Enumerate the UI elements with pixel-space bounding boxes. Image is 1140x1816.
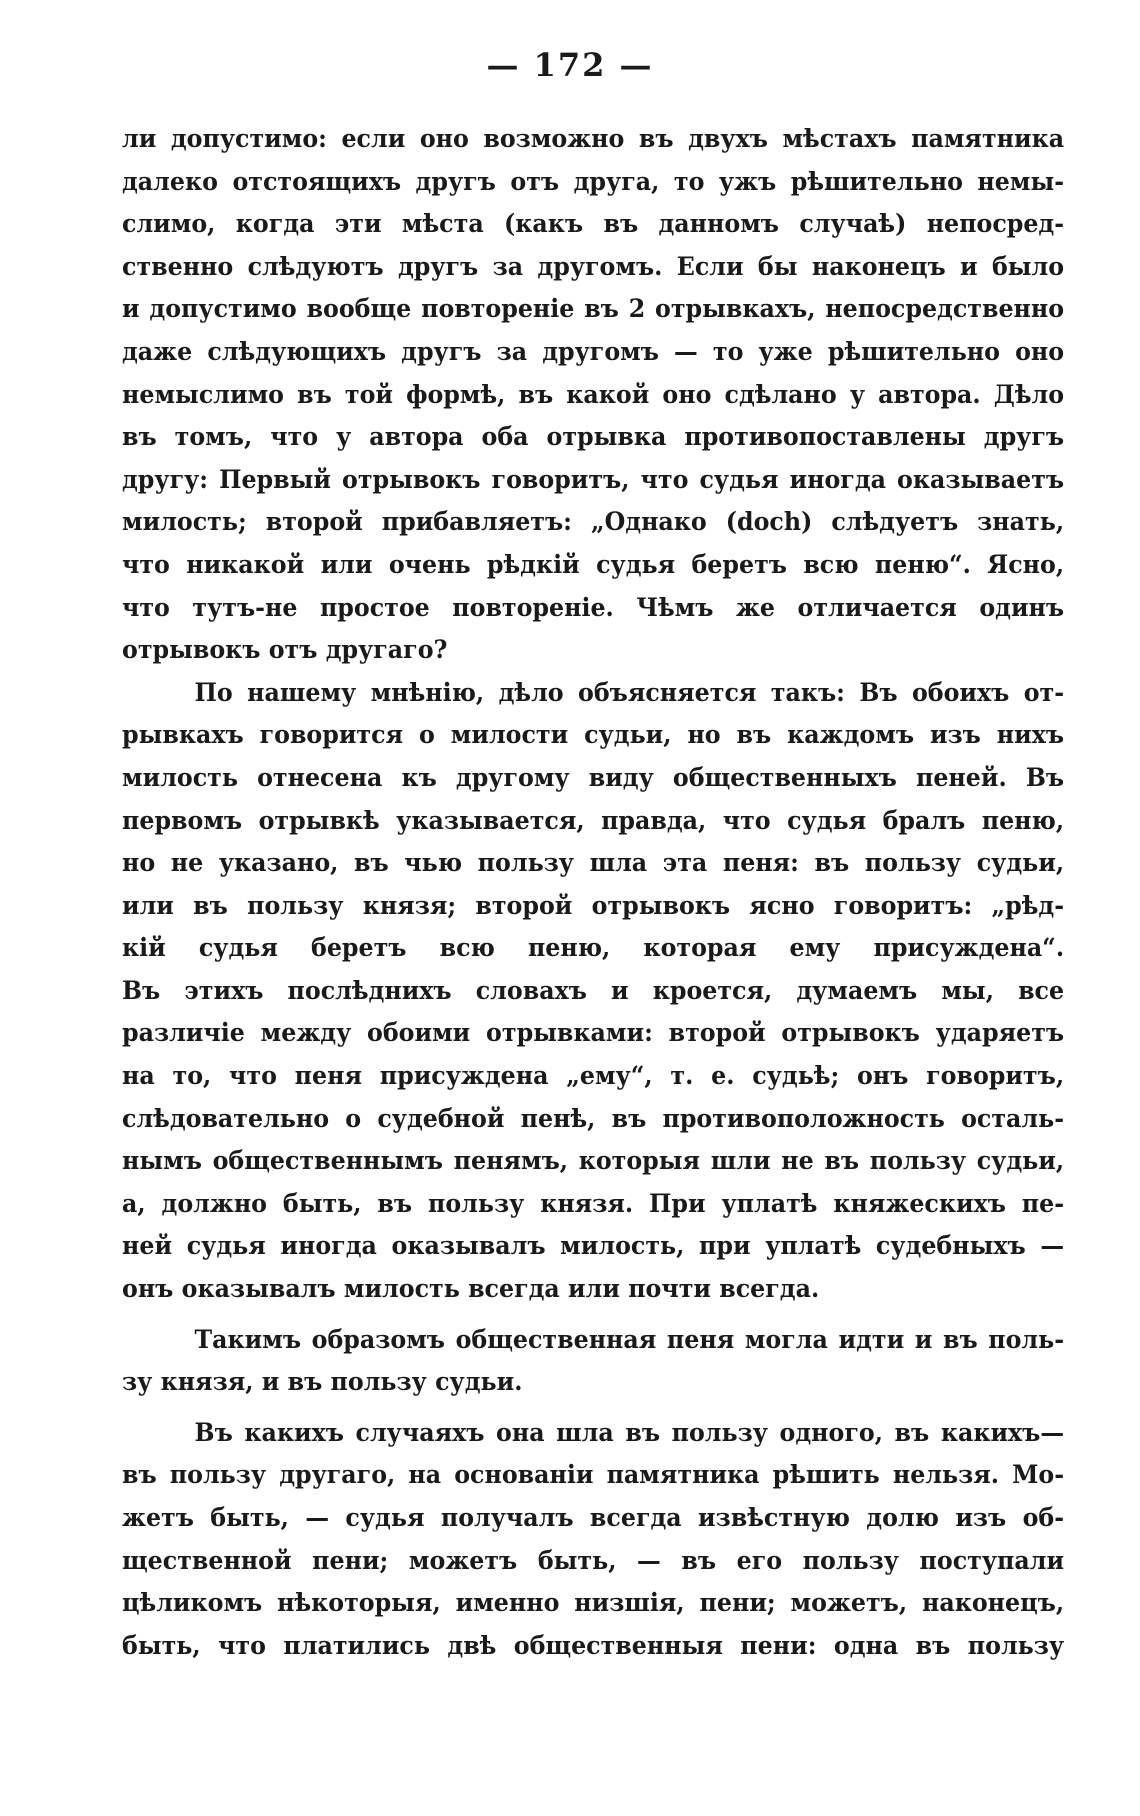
body-text [122,118,1064,1667]
text-line: щественной пени; можетъ быть, — въ его пользу поступали [122,1545,1065,1576]
text-line: Въ какихъ случаяхъ она шла въ пользу одного, въ какихъ— [194,1417,1065,1448]
paragraph-4 [122,1412,1064,1668]
text-line: рывкахъ говорится о милости судьи, но въ каждомъ изъ нихъ [122,720,1065,751]
text-line: что никакой или очень рѣдкій судья беретъ всю пеню“. Ясно, [122,549,1065,580]
text-line: ственно слѣдуютъ другъ за другомъ. Если бы наконецъ и было [122,251,1065,282]
text-line: кій судья беретъ всю пеню, которая ему присуждена“. [122,933,1065,964]
text-line: жетъ быть, — судья получалъ всегда извѣстную долю изъ об- [122,1503,1065,1533]
text-line: Такимъ образомъ общественная пеня могла идти и въ поль- [194,1324,1065,1355]
text-line: Въ этихъ послѣднихъ словахъ и кроется, думаемъ мы, все [122,975,1065,1006]
text-line: и допустимо вообще повтореніе въ 2 отрывкахъ, непосредственно [122,294,1065,325]
text-line: зу князя, и въ пользу судьи. [122,1367,523,1398]
text-line: въ томъ, что у автора оба отрывка противопоставлены другъ [122,422,1065,453]
text-line: первомъ отрывкѣ указывается, правда, что судья бралъ пеню, [122,805,1065,836]
text-line: нымъ общественнымъ пенямъ, которыя шли не въ пользу судьи, [122,1146,1065,1177]
text-line: немыслимо въ той формѣ, въ какой оно сдѣлано у автора. Дѣло [122,379,1065,410]
paragraph-spacer [122,1404,1064,1412]
text-line: ней судья иногда оказывалъ милость, при уплатѣ судебныхъ — [122,1231,1065,1262]
text-line: онъ оказывалъ милость всегда или почти всегда. [122,1274,820,1305]
text-line: ли допустимо: если оно возможно въ двухъ мѣстахъ памятника [122,124,1065,154]
page-number: — 172 — [486,46,654,84]
text-line: что тутъ-не простое повтореніе. Чѣмъ же отличается одинъ [122,592,1065,623]
paragraph-3 [122,1319,1064,1404]
text-line: или въ пользу князя; второй отрывокъ ясно говоритъ: „рѣд- [122,890,1065,921]
text-line: другу: Первый отрывокъ говоритъ, что судья иногда оказываетъ [122,464,1065,495]
text-line: а, должно быть, въ пользу князя. При уплатѣ княжескихъ пе- [122,1188,1065,1219]
text-line: различіе между обоими отрывками: второй отрывокъ ударяетъ [122,1018,1065,1049]
text-line: быть, что платились двѣ общественныя пени: одна въ пользу [122,1630,1065,1661]
text-line: слѣдовательно о судебной пенѣ, въ противоположность осталь- [122,1103,1065,1134]
text-line: даже слѣдующихъ другъ за другомъ — то уже рѣшительно оно [122,336,1065,367]
text-line: далеко отстоящихъ другъ отъ друга, то ужъ рѣшительно немы- [122,166,1065,197]
text-line: въ пользу другаго, на основаніи памятника рѣшить нельзя. Мо- [122,1460,1065,1491]
text-line: цѣликомъ нѣкоторыя, именно низшія, пени; можетъ, наконецъ, [122,1588,1065,1619]
paragraph-spacer [122,1311,1064,1319]
text-line: слимо, когда эти мѣста (какъ въ данномъ случаѣ) непосред- [122,209,1065,240]
text-line: на то, что пеня присуждена „ему“, т. е. судьѣ; онъ говоритъ, [122,1061,1065,1092]
text-line: милость отнесена къ другому виду общественныхъ пеней. Въ [122,762,1065,793]
text-line: По нашему мнѣнію, дѣло объясняется такъ: Въ обоихъ от- [194,677,1065,708]
text-line: милость; второй прибавляетъ: „Однако (doch) слѣдуетъ знать, [122,507,1065,538]
text-line: отрывокъ отъ другаго? [122,635,448,666]
text-line: но не указано, въ чью пользу шла эта пеня: въ пользу судьи, [122,848,1065,879]
paragraph-2 [122,672,1064,1311]
paragraph-1 [122,118,1064,672]
